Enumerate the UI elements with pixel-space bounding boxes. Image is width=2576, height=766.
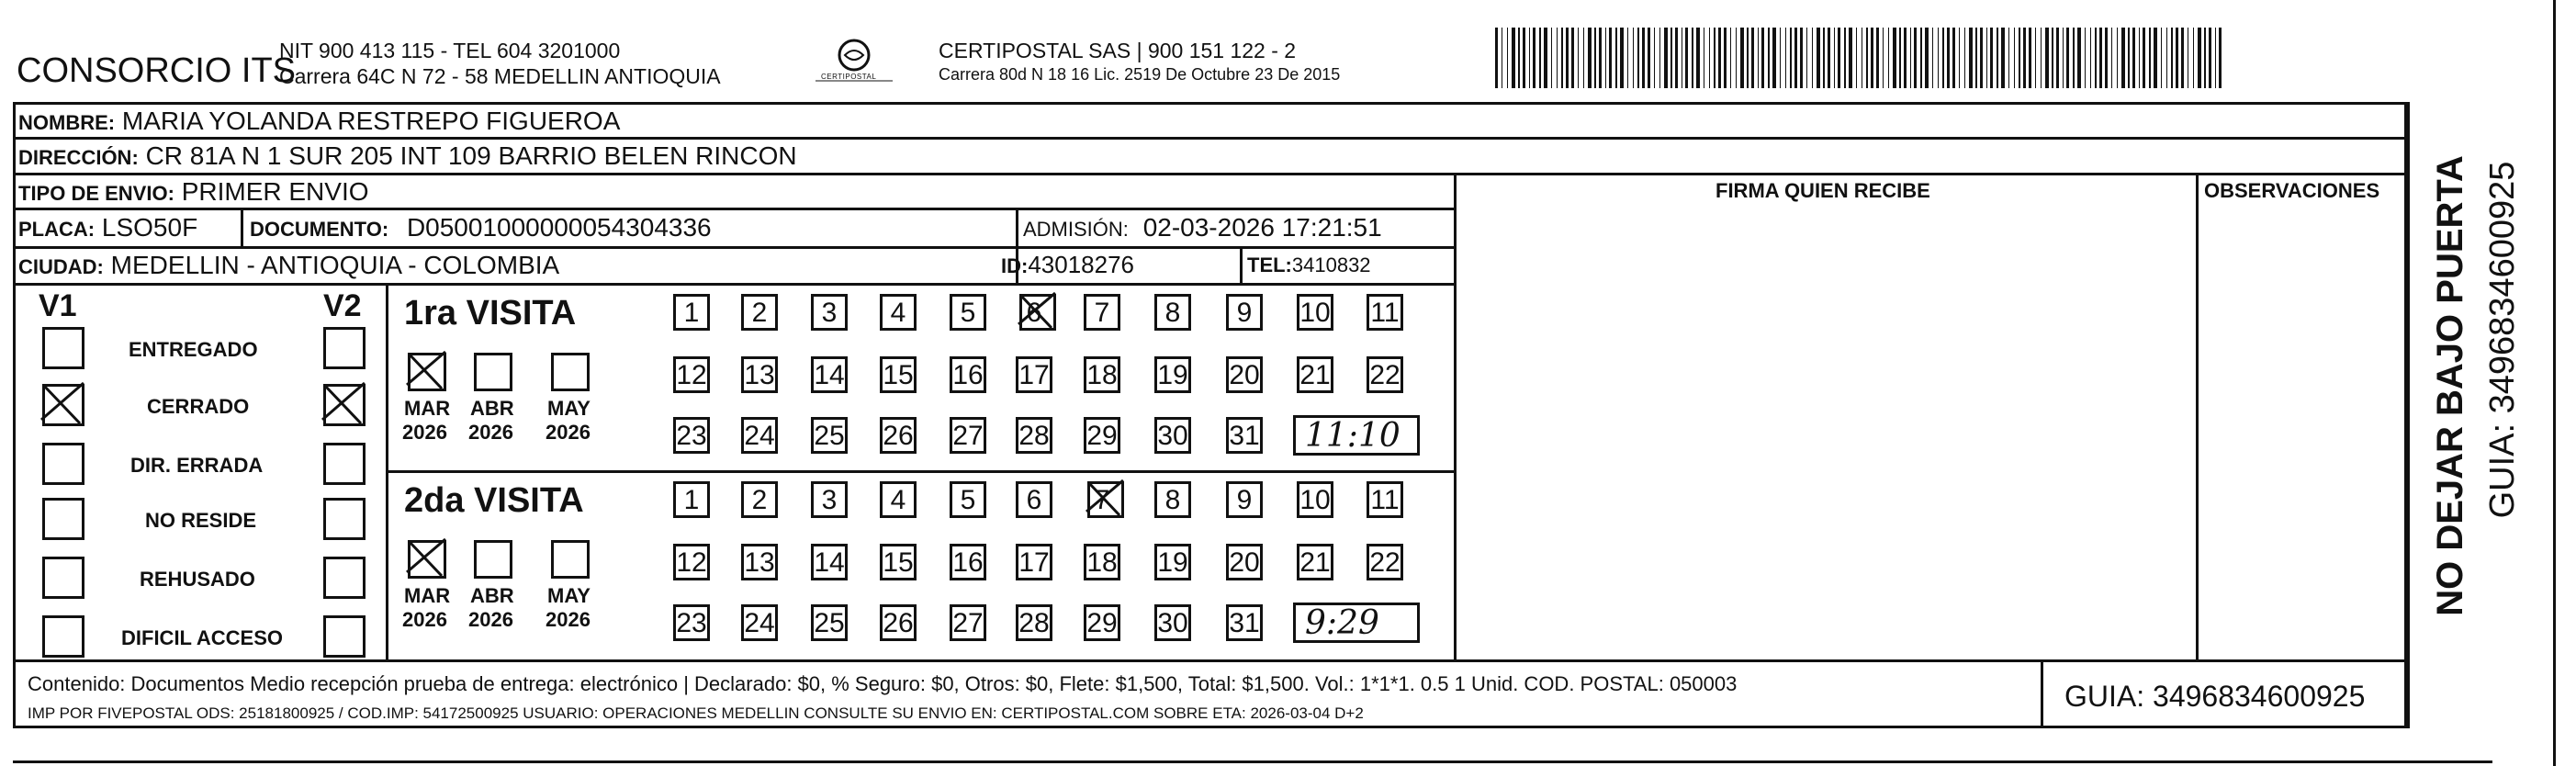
barcode-bar bbox=[1751, 28, 1754, 88]
month-year: 2026 bbox=[546, 608, 591, 631]
barcode-bar bbox=[1736, 28, 1737, 88]
barcode-bar bbox=[2143, 28, 2145, 88]
month-label: MAY bbox=[547, 584, 591, 607]
barcode-bar bbox=[1718, 28, 1721, 88]
barcode-bar bbox=[1866, 28, 1868, 88]
side-warning: NO DEJAR BAJO PUERTA bbox=[2430, 155, 2470, 616]
barcode-bar bbox=[1947, 28, 1950, 88]
status-label-2: DIR. ERRADA bbox=[130, 454, 264, 477]
barcode-bar bbox=[1544, 28, 1547, 88]
barcode-bar bbox=[1925, 28, 1929, 88]
v2-checkbox-4[interactable] bbox=[323, 557, 366, 599]
firma-header: FIRMA QUIEN RECIBE bbox=[1715, 179, 1930, 202]
v2-checkbox-2[interactable] bbox=[323, 443, 366, 485]
tel-label: TEL: bbox=[1247, 253, 1292, 276]
day-box[interactable]: 4 bbox=[880, 481, 917, 518]
barcode-bar bbox=[1692, 28, 1693, 88]
day-box[interactable]: 2 bbox=[741, 294, 778, 331]
barcode-bar bbox=[1709, 28, 1710, 88]
month-year: 2026 bbox=[402, 608, 447, 631]
barcode-bar bbox=[1747, 28, 1749, 88]
day-box[interactable]: 24 bbox=[741, 417, 778, 454]
v1-checkbox-5[interactable] bbox=[42, 615, 84, 658]
barcode-bar bbox=[2171, 28, 2173, 88]
barcode-bar bbox=[1675, 28, 1678, 88]
day-box[interactable]: 25 bbox=[811, 417, 848, 454]
day-box[interactable]: 29 bbox=[1084, 604, 1120, 641]
barcode-bar bbox=[1523, 28, 1525, 88]
day-box[interactable]: 13 bbox=[741, 356, 778, 393]
barcode-bar bbox=[1714, 28, 1715, 88]
day-box[interactable]: 10 bbox=[1297, 481, 1333, 518]
barcode-bar bbox=[2014, 28, 2015, 88]
barcode-bar bbox=[2219, 28, 2222, 88]
v1-label: V1 bbox=[39, 288, 77, 323]
barcode-bar bbox=[1888, 28, 1889, 88]
day-box[interactable]: 11 bbox=[1367, 294, 1403, 331]
day-box[interactable]: 11 bbox=[1367, 481, 1403, 518]
barcode-bar bbox=[2166, 28, 2167, 88]
day-box[interactable]: 6 bbox=[1016, 481, 1052, 518]
day-box[interactable]: 23 bbox=[673, 604, 710, 641]
admision-value: 02-03-2026 17:21:51 bbox=[1142, 213, 1382, 242]
ciudad-label: CIUDAD: bbox=[18, 255, 104, 278]
footer-imp: IMP POR FIVEPOSTAL ODS: 25181800925 / COD.IMP: 54172500925 USUARIO: OPERACIONES MEDELLIN CONSULTE SU ENVIO EN: CERTIPOSTAL.COM SOBRE ETA: 2026-03-04 D+2 bbox=[28, 704, 1364, 722]
barcode-bar bbox=[1571, 28, 1574, 88]
barcode-bar bbox=[2161, 28, 2162, 88]
barcode-bar bbox=[1583, 28, 1584, 88]
barcode-bar bbox=[1599, 28, 1602, 88]
barcode-bar bbox=[1561, 28, 1563, 88]
ciudad-value: MEDELLIN - ANTIOQUIA - COLOMBIA bbox=[110, 251, 560, 279]
day-box[interactable]: 9 bbox=[1226, 481, 1263, 518]
barcode-bar bbox=[1637, 28, 1639, 88]
logo-text: CERTIPOSTAL bbox=[821, 73, 877, 81]
barcode-bar bbox=[2095, 28, 2097, 88]
barcode-bar bbox=[2154, 28, 2157, 88]
barcode-bar bbox=[1942, 28, 1944, 88]
barcode-bar bbox=[1975, 28, 1977, 88]
barcode-bar bbox=[1785, 28, 1786, 88]
barcode-bar bbox=[1817, 28, 1820, 88]
barcode-bar bbox=[2045, 28, 2049, 88]
day-box[interactable]: 4 bbox=[880, 294, 917, 331]
company-address: Carrera 64C N 72 - 58 MEDELLIN ANTIOQUIA bbox=[279, 64, 721, 88]
barcode-bar bbox=[1740, 28, 1744, 88]
barcode-bar bbox=[2008, 28, 2009, 88]
barcode-bar bbox=[2035, 28, 2036, 88]
barcode-bar bbox=[2198, 28, 2201, 88]
day-box[interactable]: 21 bbox=[1297, 356, 1333, 393]
day-box[interactable]: 24 bbox=[741, 604, 778, 641]
day-marked-box bbox=[1087, 481, 1124, 518]
day-box[interactable]: 12 bbox=[673, 356, 710, 393]
nombre-label: NOMBRE: bbox=[18, 111, 116, 134]
day-box[interactable]: 22 bbox=[1367, 544, 1403, 580]
company-name: CONSORCIO ITS bbox=[17, 51, 297, 90]
barcode-bar bbox=[1696, 28, 1700, 88]
barcode-bar bbox=[2176, 28, 2178, 88]
barcode-bar bbox=[1838, 28, 1840, 88]
barcode-bar bbox=[1605, 28, 1606, 88]
day-box[interactable]: 9 bbox=[1226, 294, 1263, 331]
placa-value: LSO50F bbox=[101, 213, 198, 242]
carrier-name: CERTIPOSTAL SAS | 900 151 122 - 2 bbox=[939, 39, 1297, 62]
barcode-bar bbox=[2052, 28, 2053, 88]
day-box[interactable]: 30 bbox=[1154, 417, 1191, 454]
company-nit: NIT 900 413 115 - TEL 604 3201000 bbox=[279, 39, 621, 62]
barcode-bar bbox=[1794, 28, 1797, 88]
barcode-bar bbox=[1664, 28, 1668, 88]
day-box[interactable]: 2 bbox=[741, 481, 778, 518]
month-checkbox[interactable] bbox=[551, 353, 590, 391]
month-label: MAR bbox=[404, 584, 451, 607]
day-box[interactable]: 19 bbox=[1154, 544, 1191, 580]
day-box[interactable]: 13 bbox=[741, 544, 778, 580]
barcode-bar bbox=[1893, 28, 1896, 88]
barcode-bar bbox=[2066, 28, 2069, 88]
barcode-bar bbox=[1518, 28, 1520, 88]
day-box[interactable]: 31 bbox=[1226, 604, 1263, 641]
barcode-bar bbox=[2111, 28, 2112, 88]
status-label-5: DIFICIL ACCESO bbox=[121, 626, 284, 649]
day-box[interactable]: 20 bbox=[1226, 356, 1263, 393]
barcode-bar bbox=[2128, 28, 2130, 88]
day-box[interactable]: 27 bbox=[950, 604, 986, 641]
barcode-bar bbox=[1633, 28, 1634, 88]
day-box[interactable]: 5 bbox=[950, 481, 986, 518]
tipo-label: TIPO DE ENVIO: bbox=[18, 182, 174, 205]
barcode-bar bbox=[1620, 28, 1624, 88]
day-box[interactable]: 15 bbox=[880, 544, 917, 580]
barcode-bar bbox=[2029, 28, 2031, 88]
barcode-bar bbox=[1969, 28, 1973, 88]
barcode-bar bbox=[1654, 28, 1655, 88]
barcode-bar bbox=[1627, 28, 1628, 88]
day-box[interactable]: 7 bbox=[1084, 294, 1120, 331]
barcode-bar bbox=[1914, 28, 1917, 88]
barcode-bar bbox=[1594, 28, 1596, 88]
barcode-bar bbox=[1724, 28, 1727, 88]
day-box[interactable]: 3 bbox=[811, 294, 848, 331]
id-label: ID: bbox=[1001, 254, 1029, 277]
month-checkbox[interactable] bbox=[408, 540, 446, 579]
day-box[interactable]: 10 bbox=[1297, 294, 1333, 331]
month-year: 2026 bbox=[468, 421, 513, 444]
barcode-bar bbox=[1806, 28, 1807, 88]
carrier-address: Carrera 80d N 18 16 Lic. 2519 De Octubre 23 De 2015 bbox=[939, 65, 1341, 84]
month-label: MAR bbox=[404, 397, 451, 420]
handwritten-time: 9:29 bbox=[1305, 604, 1379, 642]
barcode-bar bbox=[1990, 28, 1993, 88]
barcode-bar bbox=[1772, 28, 1776, 88]
barcode-bar bbox=[1512, 28, 1515, 88]
day-box[interactable]: 28 bbox=[1016, 604, 1052, 641]
status-label-3: NO RESIDE bbox=[145, 509, 257, 532]
month-year: 2026 bbox=[468, 608, 513, 631]
barcode-bar bbox=[1768, 28, 1770, 88]
barcode-image bbox=[1495, 28, 2226, 88]
status-label-1: CERRADO bbox=[147, 395, 250, 418]
form-frame bbox=[13, 102, 2407, 728]
v2-checkbox-5[interactable] bbox=[323, 615, 366, 658]
barcode-bar bbox=[1730, 28, 1731, 88]
v2-checkbox-3[interactable] bbox=[323, 498, 366, 540]
day-box[interactable]: 30 bbox=[1154, 604, 1191, 641]
month-checkbox[interactable] bbox=[474, 353, 512, 391]
day-box[interactable]: 28 bbox=[1016, 417, 1052, 454]
day-box[interactable]: 6 bbox=[1026, 298, 1042, 328]
barcode-bar bbox=[1533, 28, 1535, 88]
month-label: MAY bbox=[547, 397, 591, 420]
v1-checkbox-2[interactable] bbox=[42, 443, 84, 485]
month-label: ABR bbox=[470, 584, 514, 607]
barcode-bar bbox=[2149, 28, 2151, 88]
barcode-bar bbox=[1659, 28, 1660, 88]
barcode-bar bbox=[2105, 28, 2108, 88]
status-label-4: REHUSADO bbox=[140, 568, 255, 591]
day-box[interactable]: 23 bbox=[673, 417, 710, 454]
barcode-bar bbox=[2023, 28, 2026, 88]
observaciones-header: OBSERVACIONES bbox=[2204, 179, 2380, 202]
day-box[interactable]: 17 bbox=[1016, 544, 1052, 580]
documento-value: D05001000000054304336 bbox=[406, 213, 712, 242]
day-box[interactable]: 14 bbox=[811, 544, 848, 580]
month-checkbox[interactable] bbox=[551, 540, 590, 579]
barcode-bar bbox=[1883, 28, 1884, 88]
day-box[interactable]: 16 bbox=[950, 356, 986, 393]
barcode-bar bbox=[1761, 28, 1764, 88]
barcode-bar bbox=[1578, 28, 1579, 88]
barcode bbox=[1495, 28, 2226, 88]
visit-title: 2da VISITA bbox=[404, 481, 584, 520]
footer-content: Contenido: Documentos Medio recepción prueba de entrega: electrónico | Declarado: $0, % Seguro: $0, Otros: $0, Flete: $1,500, Total: $1,500. Vol.: 1*1*1. 0.5 1 Unid. COD. POSTAL: 050003 bbox=[28, 672, 1738, 695]
id-value: 43018276 bbox=[1028, 251, 1135, 278]
v2-checkbox-0[interactable] bbox=[323, 327, 366, 369]
day-box[interactable]: 17 bbox=[1016, 356, 1052, 393]
recipient-name: MARIA YOLANDA RESTREPO FIGUEROA bbox=[121, 107, 621, 135]
day-box[interactable]: 21 bbox=[1297, 544, 1333, 580]
visit-title: 1ra VISITA bbox=[404, 294, 577, 332]
barcode-bar bbox=[1997, 28, 1998, 88]
day-box[interactable]: 26 bbox=[880, 604, 917, 641]
day-box[interactable]: 8 bbox=[1154, 294, 1191, 331]
barcode-bar bbox=[2181, 28, 2184, 88]
v2-checkbox-1[interactable] bbox=[323, 384, 366, 426]
barcode-bar bbox=[1834, 28, 1835, 88]
day-box[interactable]: 12 bbox=[673, 544, 710, 580]
month-label: ABR bbox=[470, 397, 514, 420]
barcode-bar bbox=[1986, 28, 1987, 88]
barcode-bar bbox=[2077, 28, 2081, 88]
day-box[interactable]: 25 bbox=[811, 604, 848, 641]
day-box[interactable]: 19 bbox=[1154, 356, 1191, 393]
barcode-bar bbox=[2139, 28, 2140, 88]
barcode-bar bbox=[1964, 28, 1965, 88]
barcode-bar bbox=[1932, 28, 1933, 88]
barcode-bar bbox=[1904, 28, 1907, 88]
status-label-0: ENTREGADO bbox=[129, 338, 258, 361]
day-box[interactable]: 26 bbox=[880, 417, 917, 454]
barcode-bar bbox=[1849, 28, 1852, 88]
tel-value: 3410832 bbox=[1291, 253, 1371, 276]
barcode-bar bbox=[1812, 28, 1813, 88]
barcode-bar bbox=[1566, 28, 1569, 88]
time-box[interactable] bbox=[1293, 603, 1420, 643]
barcode-bar bbox=[1876, 28, 1879, 88]
barcode-bar bbox=[1758, 28, 1759, 88]
day-box[interactable]: 7 bbox=[1094, 485, 1110, 515]
side-guia: GUIA: 3496834600925 bbox=[2483, 161, 2522, 519]
handwritten-time: 11:10 bbox=[1305, 417, 1400, 455]
barcode-bar bbox=[2019, 28, 2020, 88]
barcode-bar bbox=[1980, 28, 1983, 88]
barcode-bar bbox=[2193, 28, 2194, 88]
barcode-bar bbox=[1495, 28, 1498, 88]
day-box[interactable]: 20 bbox=[1226, 544, 1263, 580]
barcode-bar bbox=[2056, 28, 2059, 88]
barcode-bar bbox=[1790, 28, 1792, 88]
day-box[interactable]: 27 bbox=[950, 417, 986, 454]
month-year: 2026 bbox=[402, 421, 447, 444]
barcode-bar bbox=[1615, 28, 1617, 88]
barcode-bar bbox=[1507, 28, 1508, 88]
day-marked-box bbox=[1019, 294, 1056, 331]
day-box[interactable]: 14 bbox=[811, 356, 848, 393]
month-year: 2026 bbox=[546, 421, 591, 444]
v1-checkbox-1[interactable] bbox=[42, 384, 84, 426]
barcode-bar bbox=[1959, 28, 1960, 88]
shipment-type: PRIMER ENVIO bbox=[181, 177, 369, 206]
barcode-bar bbox=[1529, 28, 1530, 88]
barcode-bar bbox=[1952, 28, 1955, 88]
day-box[interactable]: 29 bbox=[1084, 417, 1120, 454]
time-box[interactable] bbox=[1293, 415, 1420, 456]
barcode-bar bbox=[2121, 28, 2125, 88]
barcode-bar bbox=[1642, 28, 1645, 88]
barcode-bar bbox=[1938, 28, 1939, 88]
barcode-bar bbox=[1856, 28, 1857, 88]
month-checkbox[interactable] bbox=[474, 540, 512, 579]
day-box[interactable]: 18 bbox=[1084, 356, 1120, 393]
barcode-bar bbox=[1910, 28, 1911, 88]
barcode-bar bbox=[1685, 28, 1688, 88]
day-box[interactable]: 1 bbox=[673, 481, 710, 518]
barcode-bar bbox=[1539, 28, 1541, 88]
footer-guia: GUIA: 3496834600925 bbox=[2064, 680, 2366, 713]
barcode-bar bbox=[1648, 28, 1650, 88]
barcode-bar bbox=[1551, 28, 1552, 88]
v1-checkbox-4[interactable] bbox=[42, 557, 84, 599]
barcode-bar bbox=[2099, 28, 2102, 88]
barcode-bar bbox=[1823, 28, 1825, 88]
barcode-bar bbox=[1609, 28, 1612, 88]
certipostal-logo bbox=[808, 37, 900, 88]
day-box[interactable]: 15 bbox=[880, 356, 917, 393]
day-box[interactable]: 18 bbox=[1084, 544, 1120, 580]
barcode-bar bbox=[1828, 28, 1830, 88]
day-box[interactable]: 3 bbox=[811, 481, 848, 518]
recipient-address: CR 81A N 1 SUR 205 INT 109 BARRIO BELEN RINCON bbox=[145, 141, 797, 170]
barcode-bar bbox=[2063, 28, 2064, 88]
barcode-bar bbox=[1871, 28, 1873, 88]
barcode-bar bbox=[1800, 28, 1803, 88]
barcode-bar bbox=[2117, 28, 2118, 88]
placa-label: PLACA: bbox=[18, 218, 96, 241]
day-box[interactable]: 31 bbox=[1226, 417, 1263, 454]
barcode-bar bbox=[2085, 28, 2086, 88]
month-checkbox[interactable] bbox=[408, 353, 446, 391]
barcode-bar bbox=[2209, 28, 2211, 88]
barcode-bar bbox=[2073, 28, 2075, 88]
barcode-bar bbox=[1920, 28, 1922, 88]
barcode-bar bbox=[2204, 28, 2206, 88]
barcode-bar bbox=[2132, 28, 2135, 88]
direccion-label: DIRECCIÓN: bbox=[18, 146, 139, 169]
barcode-bar bbox=[1670, 28, 1672, 88]
barcode-bar bbox=[1844, 28, 1846, 88]
barcode-bar bbox=[1557, 28, 1558, 88]
barcode-bar bbox=[1780, 28, 1781, 88]
barcode-bar bbox=[2090, 28, 2091, 88]
barcode-bar bbox=[2215, 28, 2216, 88]
barcode-bar bbox=[1588, 28, 1592, 88]
barcode-bar bbox=[2001, 28, 2005, 88]
day-box[interactable]: 8 bbox=[1154, 481, 1191, 518]
day-box[interactable]: 5 bbox=[950, 294, 986, 331]
admision-label: ADMISIÓN: bbox=[1023, 218, 1129, 241]
v1-checkbox-0[interactable] bbox=[42, 327, 84, 369]
barcode-bar bbox=[1899, 28, 1901, 88]
day-box[interactable]: 1 bbox=[673, 294, 710, 331]
day-box[interactable]: 22 bbox=[1367, 356, 1403, 393]
day-box[interactable]: 16 bbox=[950, 544, 986, 580]
documento-label: DOCUMENTO: bbox=[250, 218, 389, 241]
barcode-bar bbox=[2041, 28, 2042, 88]
v1-checkbox-3[interactable] bbox=[42, 498, 84, 540]
v2-label: V2 bbox=[323, 288, 362, 323]
